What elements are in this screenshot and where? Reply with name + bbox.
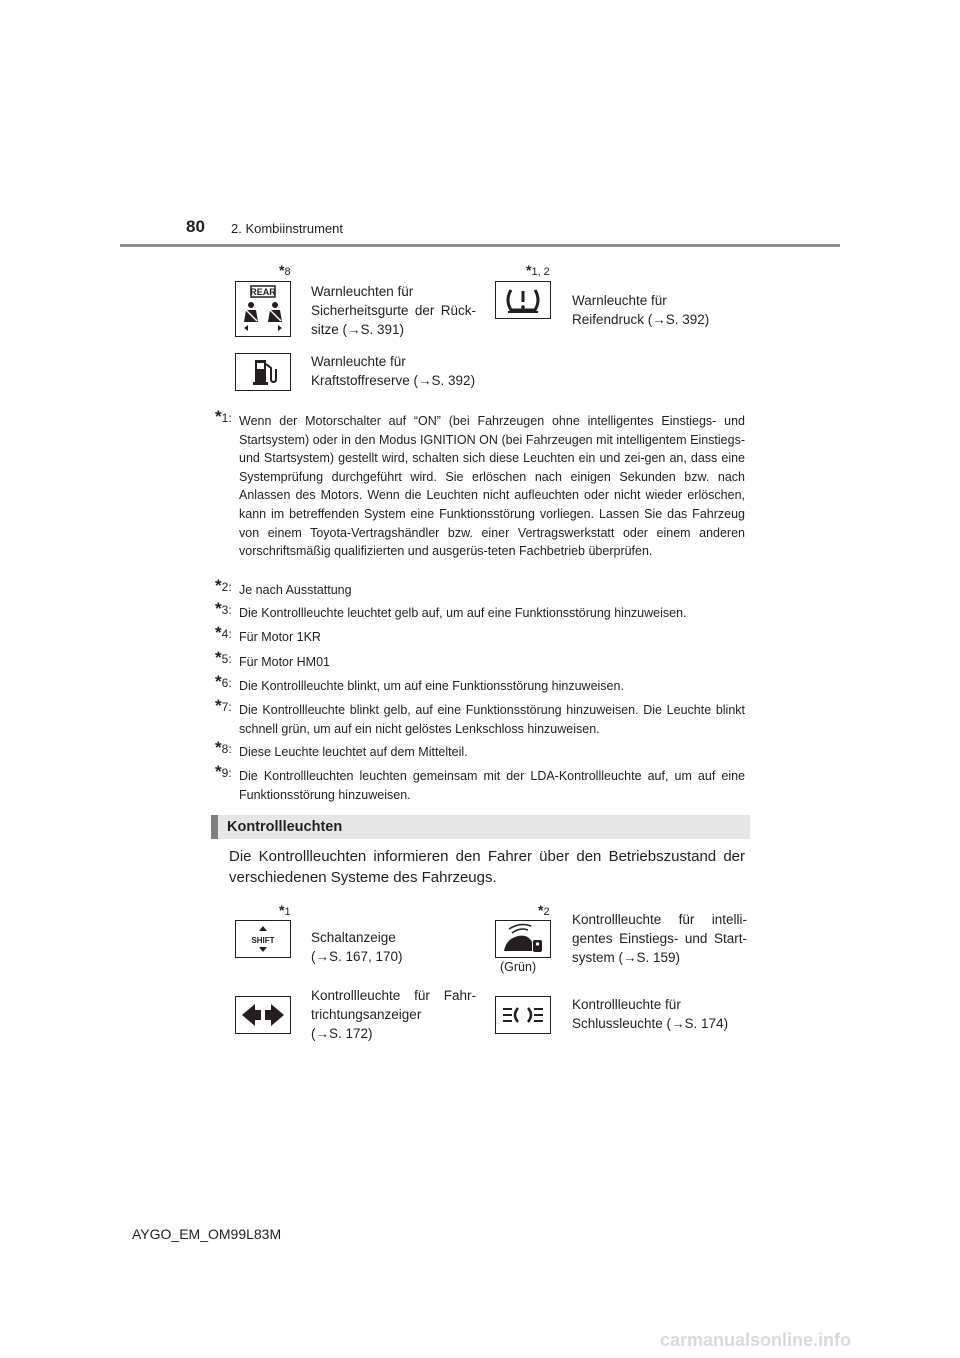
watermark: carmanualsonline.info xyxy=(660,1330,852,1350)
footnote: *2: Je nach Ausstattung xyxy=(215,576,352,597)
tire-pressure-description: Warnleuchte für Reifendruck (→S. 392) xyxy=(572,293,710,327)
smart-key-description: Kontrollleuchte für intelli- gentes Einstiegs- und Start- system (→S. 159) xyxy=(572,912,747,965)
tail-light-icon xyxy=(495,996,551,1034)
smart-key-icon xyxy=(495,920,551,958)
fuel-reserve-description: Warnleuchte für Kraftstoffreserve (→S. 392) xyxy=(311,354,476,388)
turn-signal-description: Kontrollleuchte für Fahr- trichtungsanzeiger (→S. 172) xyxy=(311,988,476,1041)
document-code: AYGO_EM_OM99L83M xyxy=(132,1226,282,1242)
shift-indicator-icon xyxy=(235,920,291,958)
page-number: 80 xyxy=(186,217,205,236)
tail-light-description: Kontrollleuchte für Schlussleuchte (→S. 174) xyxy=(572,997,729,1031)
note-ref: *2 xyxy=(538,902,550,918)
note-ref: *8 xyxy=(279,262,291,278)
footnote: *6: Die Kontrollleuchte blinkt, um auf eine Funktionsstörung hinzuweisen. xyxy=(215,672,624,693)
turn-signal-icon xyxy=(235,996,291,1034)
header-rule xyxy=(120,244,840,247)
section-heading: Kontrollleuchten xyxy=(211,815,750,839)
seatbelt-rear-description: Warnleuchten für Sicherheitsgurte der Rück- sitze (→S. 391) xyxy=(311,284,476,337)
seatbelt-rear-icon xyxy=(235,281,291,337)
intro-text: Die Kontrollleuchten informieren den Fahrer über den Betriebszustand der verschiedenen Systeme des Fahrzeugs. xyxy=(229,848,745,886)
footnote: *9: Die Kontrollleuchten leuchten gemeinsam mit der LDA-Kontrollleuchte auf, um auf eine Funktionsstörung hinzuweisen. xyxy=(215,762,745,802)
footnote: *1: Wenn der Motorschalter auf “ON” (bei Fahrzeugen ohne intelligentes Einstiegs- und Startsystem) oder in den Modus IGNITION ON (bei Fahrzeugen mit intelligentem Einstiegs- und Startsystem) gestellt wird, schalten sich diese Leuchten ein und zei-gen an, dass eine Systemprüfung durchgeführt wird. Sie erlöschen nach einigen Sekunden bzw. nach Anlassen des Motors. Wenn die Leuchten nicht aufleuchten oder nicht wieder erlöschen, kann im betreffenden System eine Funktionsstörung vorliegen. Lassen Sie das Fahrzeug von einem Toyota-Vertragshändler bzw. einer Vertragswerkstatt oder einem anderen vorschriftsmäßig qualifizierten und ausgerüs-teten Fachbetrieb überprüfen. xyxy=(215,407,745,559)
fuel-pump-icon xyxy=(235,353,291,391)
footnote: *5: Für Motor HM01 xyxy=(215,648,330,669)
svg-text:REAR: REAR xyxy=(250,287,276,297)
svg-text:SHIFT: SHIFT xyxy=(251,936,275,945)
footnote: *3: Die Kontrollleuchte leuchtet gelb auf, um auf eine Funktionsstörung hinzuweisen. xyxy=(215,599,687,620)
shift-indicator-description: Schaltanzeige (→S. 167, 170) xyxy=(311,930,403,964)
note-ref: *1, 2 xyxy=(526,262,550,278)
footnote: *8: Diese Leuchte leuchtet auf dem Mittelteil. xyxy=(215,738,468,759)
section-title: 2. Kombiinstrument xyxy=(231,221,343,236)
note-ref: *1 xyxy=(279,902,291,918)
tire-pressure-icon xyxy=(495,281,551,319)
color-label: (Grün) xyxy=(500,960,537,974)
footnote: *4: Für Motor 1KR xyxy=(215,623,321,644)
footnote: *7: Die Kontrollleuchte blinkt gelb, auf eine Funktionsstörung hinzuweisen. Die Leuchte blinkt schnell grün, um auf ein nicht gelöstes Lenkschloss hinzuweisen. xyxy=(215,696,745,736)
